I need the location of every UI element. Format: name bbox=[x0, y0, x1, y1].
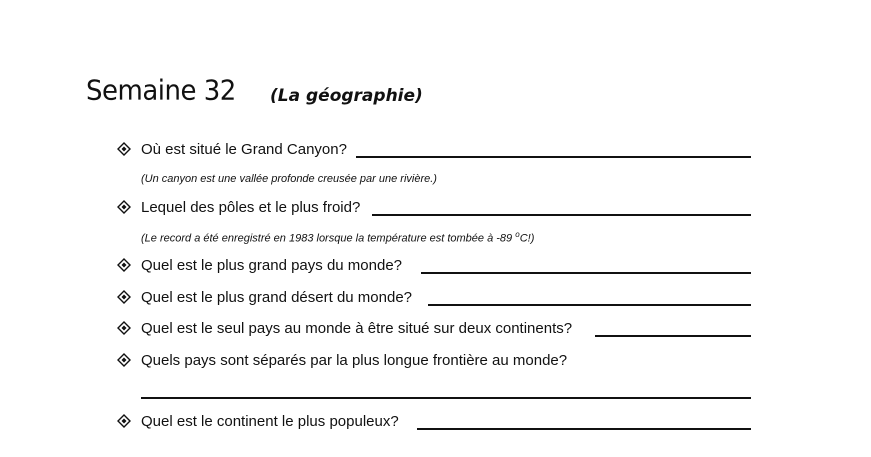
diamond-bullet-icon bbox=[117, 353, 131, 367]
question-item bbox=[117, 289, 757, 311]
question-text: Quel est le seul pays au monde à être situé sur deux continents? bbox=[141, 320, 573, 337]
question-text: Où est situé le Grand Canyon? bbox=[141, 141, 347, 158]
page-title: Semaine 32 bbox=[86, 75, 236, 107]
question-item bbox=[117, 141, 757, 163]
question-text: Quel est le continent le plus populeux? bbox=[141, 413, 399, 430]
question-note: (Le record a été enregistré en 1983 lorsque la température est tombée à -89 $^o$C!) bbox=[141, 230, 535, 245]
diamond-bullet-icon bbox=[117, 414, 131, 428]
question-item bbox=[117, 352, 757, 374]
diamond-bullet-icon bbox=[117, 142, 131, 156]
answer-line[interactable] bbox=[372, 214, 751, 216]
page-subtitle: (La géographie) bbox=[270, 86, 423, 106]
answer-line[interactable] bbox=[595, 335, 751, 337]
question-item bbox=[117, 257, 757, 279]
question-item bbox=[117, 413, 757, 435]
question-text: Quel est le plus grand pays du monde? bbox=[141, 257, 402, 274]
diamond-bullet-icon bbox=[117, 290, 131, 304]
diamond-bullet-icon bbox=[117, 200, 131, 214]
question-text: Quels pays sont séparés par la plus longue frontière au monde? bbox=[141, 352, 568, 369]
answer-line[interactable] bbox=[428, 304, 751, 306]
question-text: Lequel des pôles et le plus froid? bbox=[141, 199, 361, 216]
diamond-bullet-icon bbox=[117, 321, 131, 335]
answer-line[interactable] bbox=[417, 428, 751, 430]
question-item bbox=[117, 320, 757, 342]
question-text: Quel est le plus grand désert du monde? bbox=[141, 289, 413, 306]
diamond-bullet-icon bbox=[117, 258, 131, 272]
answer-line[interactable] bbox=[356, 156, 751, 158]
answer-line[interactable] bbox=[141, 397, 751, 399]
question-item bbox=[117, 199, 757, 221]
answer-line[interactable] bbox=[421, 272, 751, 274]
question-note: (Un canyon est une vallée profonde creusée par une rivière.) bbox=[141, 173, 437, 185]
